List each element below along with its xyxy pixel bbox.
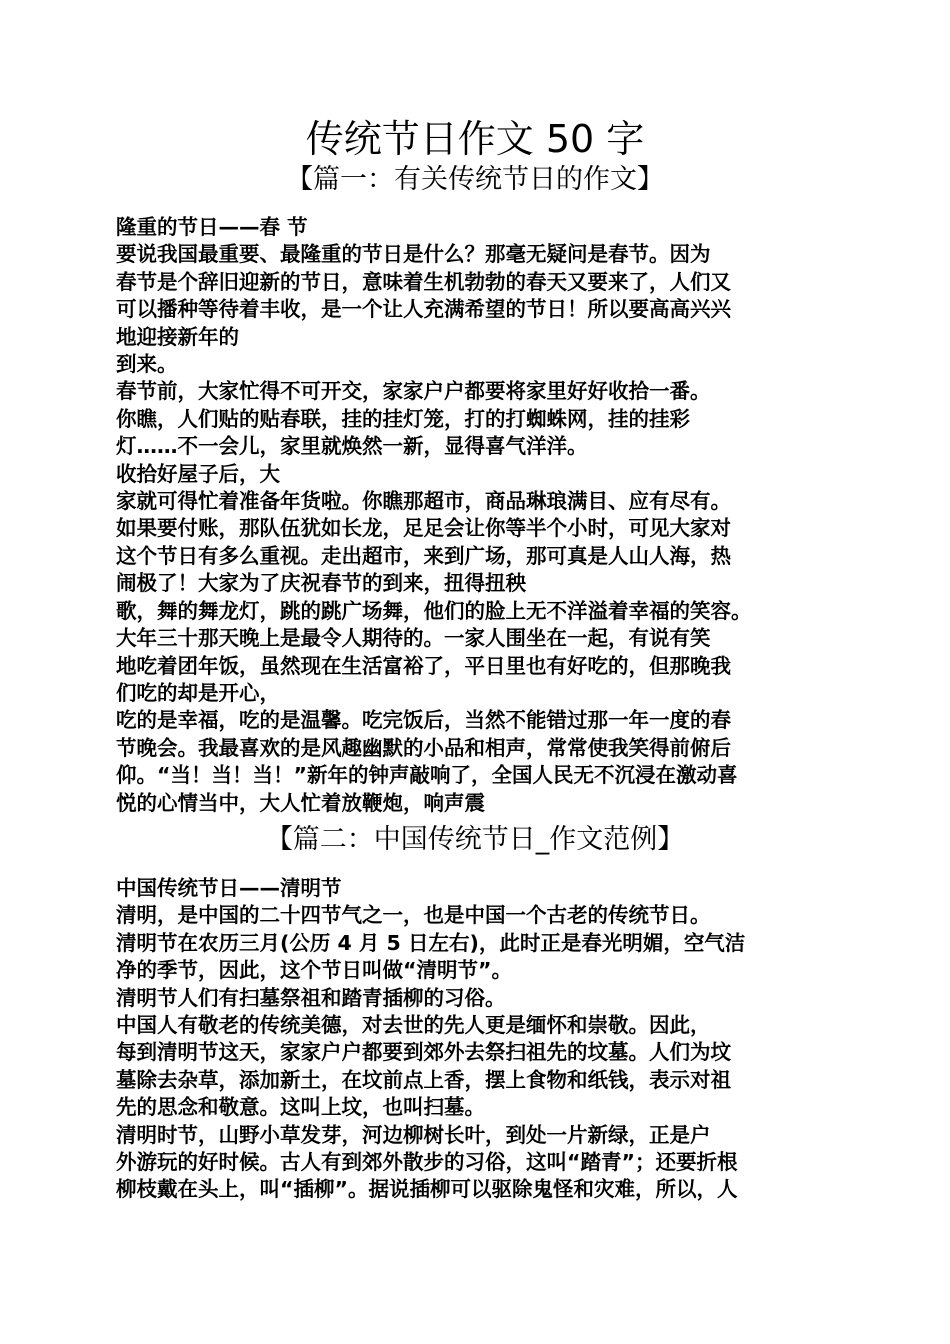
text-line: 柳枝戴在头上，叫“插柳”。据说插柳可以驱除鬼怪和灾难，所以，人 (116, 1177, 738, 1202)
text-line: 收拾好屋子后，大 (116, 461, 280, 486)
text-line: 你瞧，人们贴的贴春联，挂的挂灯笼，打的打蜘蛛网，挂的挂彩 (116, 406, 690, 431)
text-line: 清明节在农历三月(公历 4 月 5 日左右)，此时正是春光明媚，空气洁 (116, 930, 746, 955)
text-line: 隆重的节日——春 节 (116, 215, 308, 239)
text-line: 到来。 (116, 352, 178, 377)
text-line: 春节是个辞旧迎新的节日，意味着生机勃勃的春天又要来了，人们又 (116, 269, 731, 294)
text-line: 仰。“当！当！当！”新年的钟声敲响了，全国人民无不沉浸在激动喜 (116, 763, 738, 788)
document-title: 传统节日作文 50 字 (305, 117, 645, 161)
text-line: 歌，舞的舞龙灯，跳的跳广场舞，他们的脸上无不洋溢着幸福的笑容。 (116, 598, 752, 623)
text-line: 净的季节，因此，这个节日叫做“清明节”。 (116, 958, 512, 983)
text-line: 大年三十那天晚上是最令人期待的。一家人围坐在一起，有说有笑 (116, 626, 711, 651)
text-line: 悦的心情当中，大人忙着放鞭炮，响声震 (116, 790, 485, 815)
section-1-body (116, 214, 846, 817)
text-line: 节晚会。我最喜欢的是风趣幽默的小品和相声，常常使我笑得前俯后 (116, 735, 731, 760)
text-line: 地吃着团年饭，虽然现在生活富裕了，平日里也有好吃的，但那晚我 (116, 653, 731, 678)
text-line: 家就可得忙着准备年货啦。你瞧那超市，商品琳琅满目、应有尽有。 (116, 489, 731, 514)
text-line: 地迎接新年的 (116, 324, 239, 349)
text-line: 要说我国最重要、最隆重的节日是什么？那毫无疑问是春节。因为 (116, 242, 711, 267)
text-line: 中国传统节日——清明节 (116, 876, 342, 900)
text-line: 吃的是幸福，吃的是温馨。吃完饭后，当然不能错过那一年一度的春 (116, 708, 731, 733)
text-line: 每到清明节这天，家家户户都要到郊外去祭扫祖先的坟墓。人们为坟 (116, 1040, 731, 1065)
text-line: 可以播种等待着丰收，是一个让人充满希望的节日！所以要高高兴兴 (116, 297, 731, 322)
text-line: 外游玩的好时候。古人有到郊外散步的习俗，这叫“踏青”；还要折根 (116, 1150, 738, 1175)
text-line: 先的思念和敬意。这叫上坟，也叫扫墓。 (116, 1095, 485, 1120)
text-line: 清明时节，山野小草发芽，河边柳树长叶，到处一片新绿，正是户 (116, 1122, 711, 1147)
text-line: 闹极了！大家为了庆祝春节的到来，扭得扭秧 (116, 571, 526, 596)
text-line: 墓除去杂草，添加新土，在坟前点上香，摆上食物和纸钱，表示对祖 (116, 1067, 731, 1092)
text-line: 们吃的却是开心， (116, 680, 280, 705)
text-line: 这个节日有多么重视。走出超市，来到广场，那可真是人山人海，热 (116, 543, 731, 568)
section-2-body (116, 875, 846, 1204)
text-line: 灯……不一会儿，家里就焕然一新，显得喜气洋洋。 (116, 434, 588, 459)
text-line: 清明，是中国的二十四节气之一，也是中国一个古老的传统节日。 (116, 903, 711, 928)
text-line: 清明节人们有扫墓祭祖和踏青插柳的习俗。 (116, 985, 506, 1010)
section-1-heading: 【篇一：有关传统节日的作文】 (286, 164, 664, 195)
section-2-heading: 【篇二：中国传统节日_作文范例】 (265, 824, 685, 855)
text-line: 如果要付账，那队伍犹如长龙，足足会让你等半个小时，可见大家对 (116, 516, 731, 541)
text-line: 中国人有敬老的传统美德，对去世的先人更是缅怀和崇敬。因此， (116, 1013, 711, 1038)
text-line: 春节前，大家忙得不可开交，家家户户都要将家里好好收拾一番。 (116, 379, 711, 404)
